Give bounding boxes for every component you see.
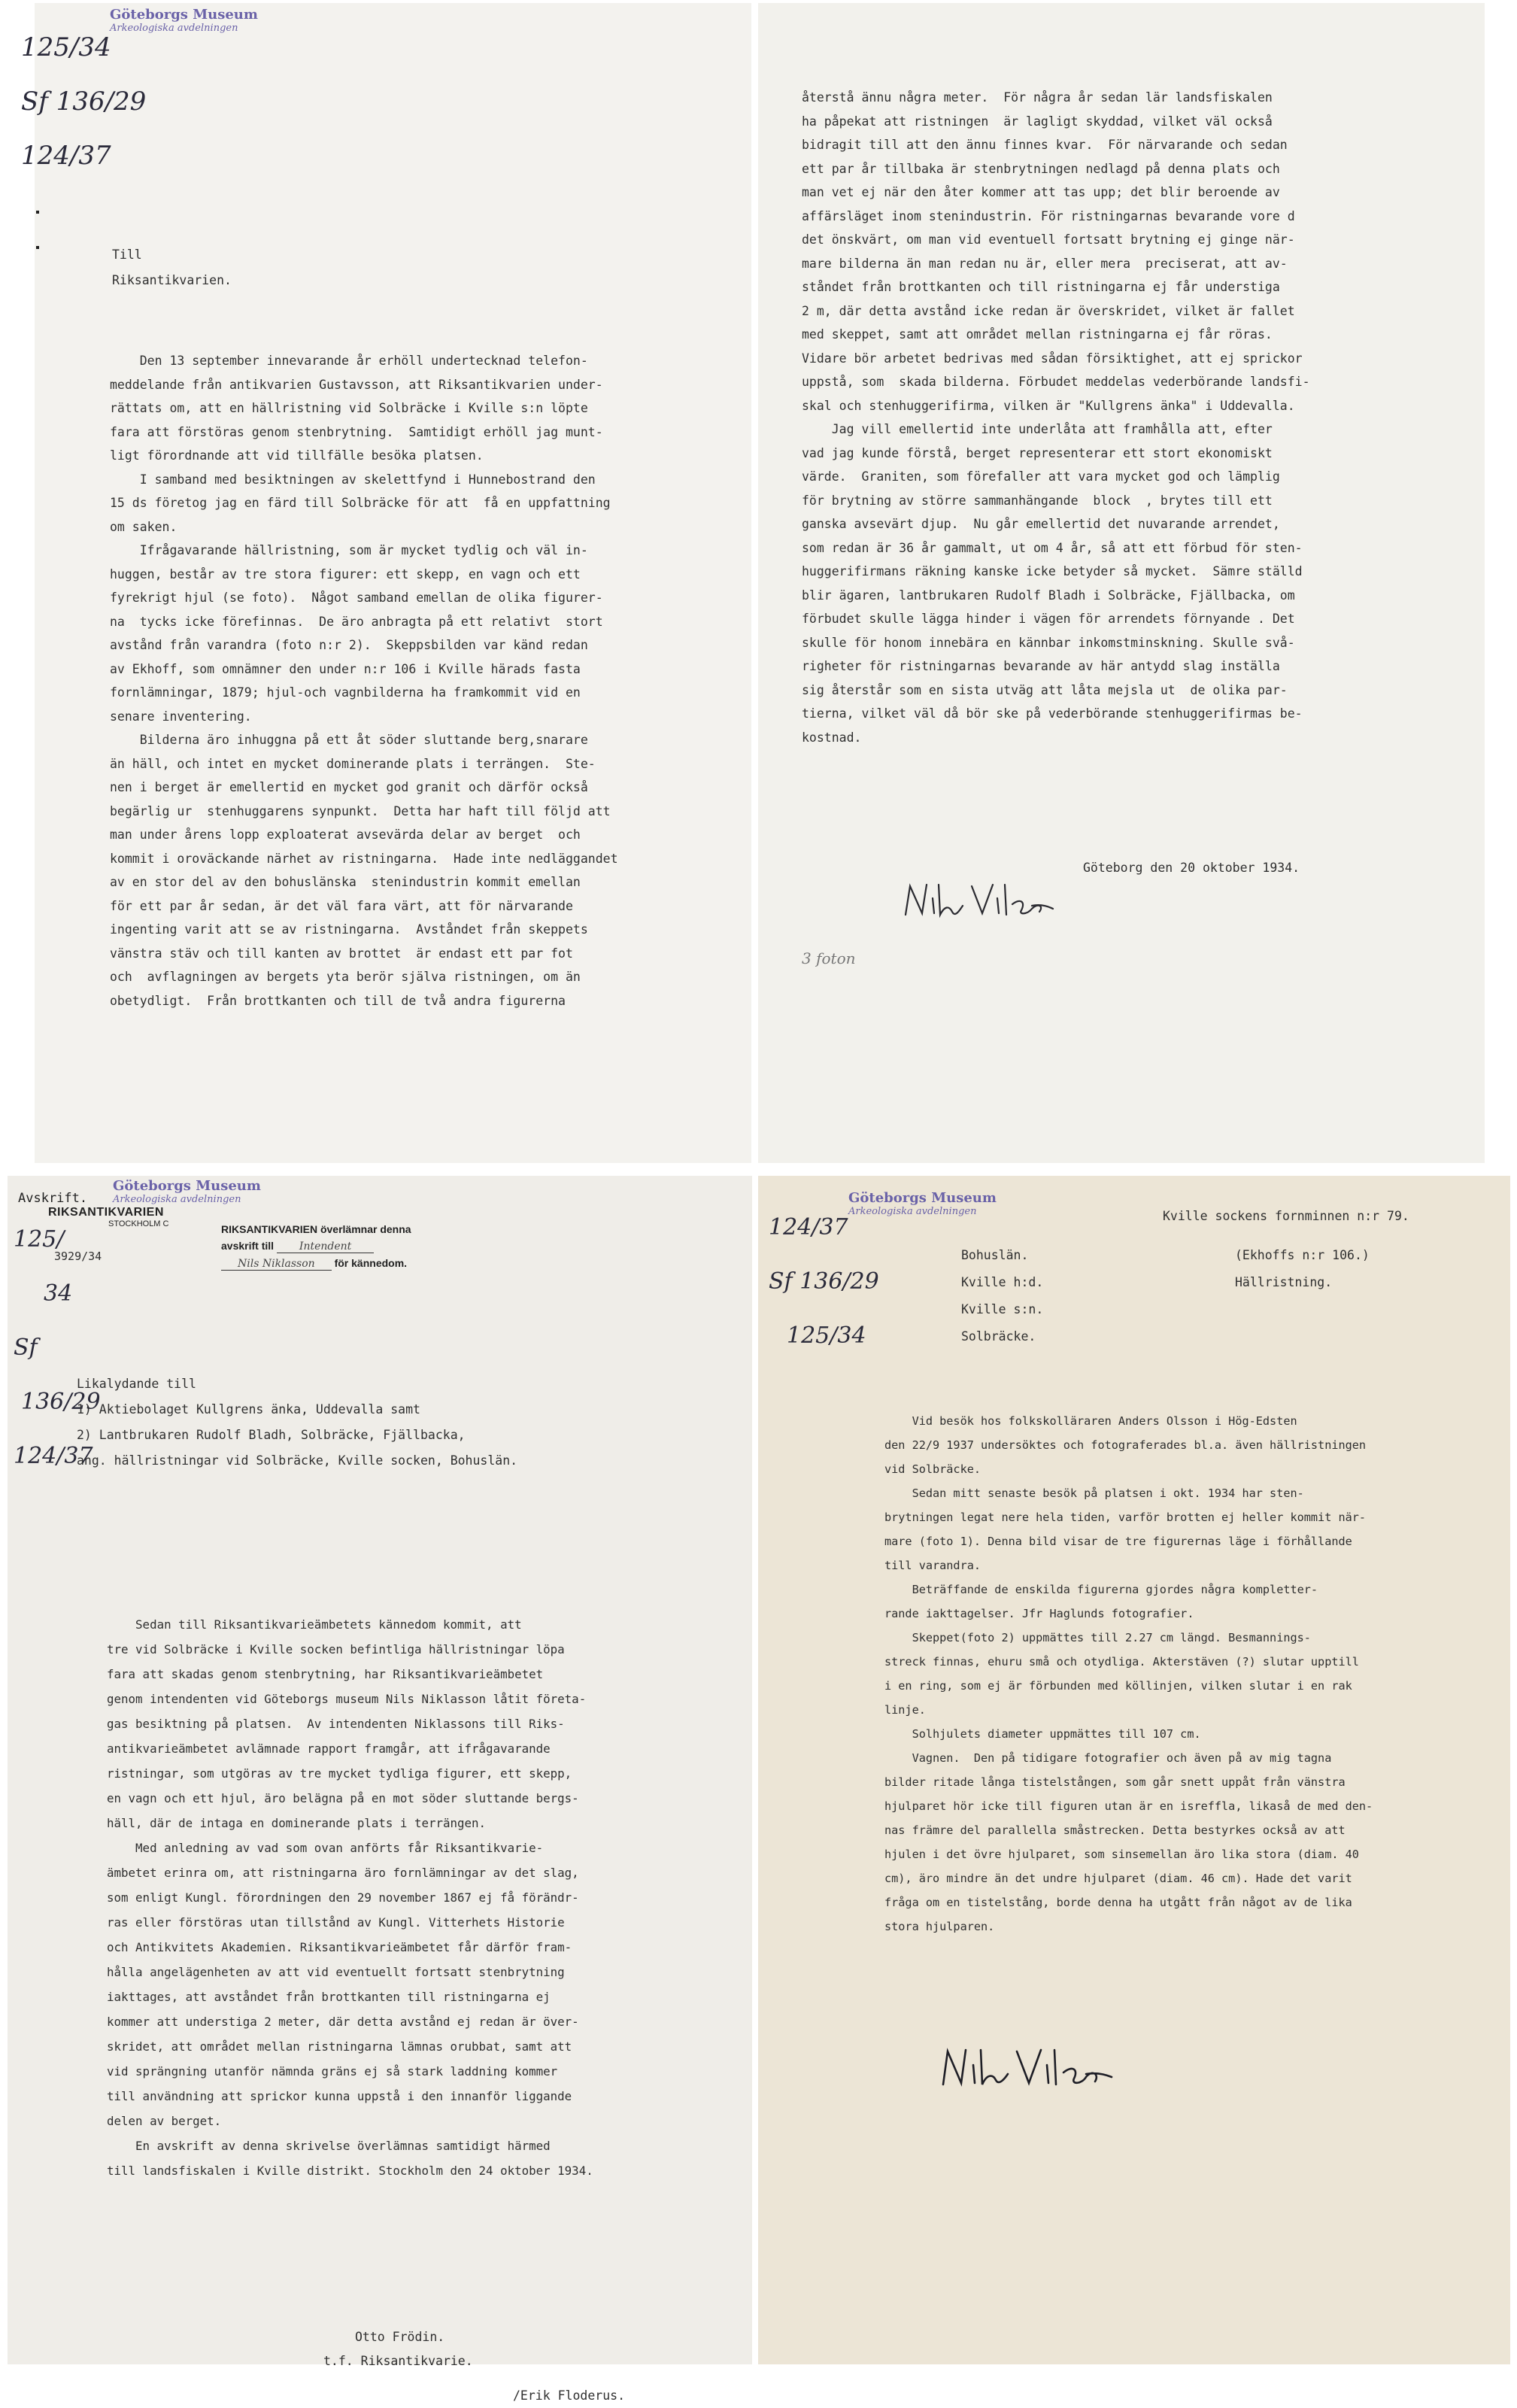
punch-mark xyxy=(36,246,39,249)
letter-page-1 xyxy=(21,3,751,1163)
stamp-title: Göteborgs Museum xyxy=(848,1190,997,1206)
signature-graphic xyxy=(936,2039,1116,2100)
ref-line: 124/37 xyxy=(769,1214,848,1240)
site-metadata: (Ekhoffs n:r 106.) Hällristning. xyxy=(1235,1248,1370,1289)
ref-line: 125/34 xyxy=(787,1322,866,1349)
letter-page-3 xyxy=(8,1176,752,2403)
report-body: Vid besök hos folkskolläraren Anders Olsson i Hög-Edsten den 22/9 1937 undersöktes och fotograferades bl.a. även hällristningen vid Solbräcke. Sedan mitt senaste besök på platsen i okt. 1934 har sten- brytningen legat nere hela tiden, varför brotten ej heller kommit när- mare (foto 1). Denna bild visar de tre figurernas läge i förhållande till varandra. Beträffande de enskilda figurerna gjordes några kompletter- rande iakttagelser. Jfr Haglunds fotografier. Skeppet(foto 2) uppmättes till 2.27 cm längd. Besmannings- streck finnas, ehuru små och otydliga. Akterstäven (?) slutar upptill i en ring, som ej är förbunden med köllinjen, vilken slutar i en rak linje. Solhjulets diameter uppmättes till 107 cm. Vagnen. Den på tidigare fotografier och även på av mig tagna bilder ritade långa tistelstången, som går snett uppåt från vänstra hjulparet hör icke till figuren utan är en isreffla, likaså de med den- nas främre del parallella småstrecken. Detta bestyrkes också av att hjulen i det övre hjulparet, som sinsemellan äro lika stora (diam. 40 cm), äro mindre än det undre hjulparet (diam. 46 cm). Hade det varit fråga om en tistelstång, borde denna ha utgått från något av de lika stora hjulparen. xyxy=(884,1414,1373,1933)
stamp-title: Göteborgs Museum xyxy=(113,1178,261,1194)
second-signatory: /Erik Floderus. xyxy=(513,2388,626,2403)
letter-page-2 xyxy=(758,3,1485,1163)
forwarding-recipient-name: Nils Niklasson xyxy=(221,1258,332,1271)
signature xyxy=(936,2039,1116,2103)
stamp-subtitle: Arkeologiska avdelningen xyxy=(848,1206,977,1217)
forwarding-line-3 xyxy=(221,1255,411,1272)
signatory-name: Otto Frödin. xyxy=(355,2330,445,2344)
punch-mark xyxy=(36,211,39,214)
ref-line: Sf xyxy=(14,1335,38,1361)
ref-line: 136/29 xyxy=(21,1389,101,1415)
signature-graphic xyxy=(900,876,1057,928)
archive-reference xyxy=(21,6,146,197)
ref-line: Sf 136/29 xyxy=(21,87,147,117)
museum-stamp xyxy=(110,8,258,34)
museum-stamp xyxy=(113,1179,261,1205)
organization-city: STOCKHOLM C xyxy=(108,1219,169,1228)
ref-line: 34 xyxy=(44,1280,73,1307)
stamp-title: Göteborgs Museum xyxy=(110,7,258,23)
copy-label: Avskrift. xyxy=(18,1191,88,1206)
ref-line: 124/37 xyxy=(21,141,111,171)
ref-line: 124/37 xyxy=(14,1443,93,1469)
report-page xyxy=(758,1176,1510,2364)
signature xyxy=(900,876,1057,931)
forwarding-line-1: RIKSANTIKVARIEN överlämnar denna xyxy=(221,1223,411,1235)
organization-name: RIKSANTIKVARIEN xyxy=(48,1206,164,1219)
letter-body: Den 13 september innevarande år erhöll undertecknad telefon- meddelande från antikvarien Gustavsson, att Riksantikvarien under- rättats om, att en hällristning vid Solbräcke i Kville s:n löpte fara att förstöras genom stenbrytning. Samtidigt erhöll jag munt- ligt förordnande att vid tillfälle besöka platsen. I samband med besiktningen av skelettfynd i Hunnebostrand den 15 ds företog jag en färd till Solbräcke för att få en uppfattning om saken. Ifrågavarande hällristning, som är mycket tydlig och väl in- huggen, består av tre stora figurer: ett skepp, en vagn och ett fyrekrigt hjul (se foto). Något samband emellan de olika figurer- na tycks icke förefinnas. De äro anbragta på ett relativt stort avstånd från varandra (foto n:r 2). Skeppsbilden var känd redan av Ekhoff, som omnämner den under n:r 106 i Kville härads fasta fornlämningar, 1879; hjul-och vagnbilderna ha framkommit vid en senare inventering. Bilderna äro inhuggna på ett åt söder sluttande berg,snarare än häll, och intet en mycket dominerande plats i terrängen. Ste- nen i berget är emellertid en mycket god granit och därför också begärlig ur stenhuggarens synpunkt. Detta har haft till följd att man under årens lopp exploaterat avsevärda delar av berget och kommit i oroväckande närhet av ristningarna. Hade inte nedläggandet av en stor del av den bohuslänska stenindustrin kommit emellan för ett par år sedan, är det väl fara värt, att för närvarande ingenting varit att se av ristningarna. Avståndet från skeppets vänstra stäv och till kanten av brottet är endast ett par fot och avflagningen av bergets yta berör själva ristningen, om än obetydligt. Från brottkanten och till de två andra figurerna xyxy=(110,354,618,1008)
site-location: Bohuslän. Kville h:d. Kville s:n. Solbräcke. xyxy=(961,1248,1044,1344)
letter-body-continued: återstå ännu några meter. För några år sedan lär landsfiskalen ha påpekat att ristningen är lagligt skyddad, vilket väl också bidragit till att den ännu finnes kvar. För närvarande och sedan ett par år tillbaka är stenbrytningen nedlagd på denna plats och man vet ej när den åter kommer att tas upp; det blir beroende av affärsläget inom stenindustrin. För ristningarnas bevarande vore d det önskvärt, om man vid eventuell fortsatt brytning ej ginge när- mare bilderna än man redan nu är, eller mera preciserat, att av- ståndet från brottkanten och till ristningarna ej får understiga 2 m, där detta avstånd icke redan är överskridet, vilket är fallet med skeppet, samt att området mellan ristningarna ej får röras. Vidare bör arbetet bedrivas med sådan försiktighet, att ej sprickor uppstå, som skada bilderna. Förbudet meddelas vederbörande landsfi- skal och stenhuggerifirma, vilken är "Kullgrens änka" i Uddevalla. Jag vill emellertid inte underlåta att framhålla att, efter vad jag kunde förstå, berget representerar ett stort ekonomiskt värde. Graniten, som förefaller att vara mycket god och lämplig för brytning av större sammanhängande block , brytes till ett ganska avsevärt djup. Nu går emellertid det nuvarande arrendet, som redan är 36 år gammalt, ut om 4 år, så att ett förbud för sten- huggerifirmans räkning kanske icke betyder så mycket. Sämre ställd blir ägaren, lantbrukaren Rudolf Bladh i Solbräcke, Fjällbacka, om förbudet skulle lägga hinder i vägen för arrendets förnyande . Det skulle för honom innebära en kännbar inkomstminskning. Skulle svå- righeter för ristningarnas bevarande av här antydd slag inställa sig återstår som en sista utväg att låta mejsla ut de olika par- tierna, vilket väl då bör ske på vederbörande stenhuggerifirmas be- kostnad. xyxy=(802,90,1310,745)
letter-dateline: Göteborg den 20 oktober 1934. xyxy=(1083,861,1300,875)
ref-line: Sf 136/29 xyxy=(769,1268,879,1295)
pencil-note: 3 foton xyxy=(802,949,856,967)
forwarding-suffix: för kännedom. xyxy=(334,1257,408,1269)
stamp-subtitle: Arkeologiska avdelningen xyxy=(110,23,238,34)
forwarding-line-2 xyxy=(221,1237,411,1255)
ref-line: 125/34 xyxy=(21,32,111,62)
diary-number: 3929/34 xyxy=(54,1250,102,1263)
report-title: Kville sockens fornminnen n:r 79. xyxy=(1163,1209,1409,1223)
letter-body: Sedan till Riksantikvarieämbetets kännedom kommit, att tre vid Solbräcke i Kville socken befintliga hällristningar löpa fara att skadas genom stenbrytning, har Riksantikvarieämbetet genom intendenten vid Göteborgs museum Nils Niklasson låtit företa- gas besiktning på platsen. Av intendenten Niklassons till Riks- antikvarieämbetet avlämnade rapport framgår, att ifrågavarande ristningar, som utgöras av tre mycket tydliga figurer, ett skepp, en vagn och ett hjul, äro belägna på en mot söder sluttande bergs- häll, där de intaga en dominerande plats i terrängen. Med anledning av vad som ovan anförts får Riksantikvarie- ämbetet erinra om, att ristningarna äro fornlämningar av det slag, som enligt Kungl. förordningen den 29 november 1867 ej få förändr- ras eller förstöras utan tillstånd av Kungl. Vitterhets Historie och Antikvitets Akademien. Riksantikvarieämbetet får därför fram- hålla angelägenheten av att vid eventuellt fortsatt stenbrytning iakttages, att avståndet från brottkanten till ristningarna ej kommer att understiga 2 meter, där detta avstånd ej redan är över- skridet, att området mellan ristningarna lämnas orubbat, samt att vid sprängning utanför nämnda gräns ej så stark laddning kommer till användning att sprickor kunna uppstå i den innanför liggande delen av berget. En avskrift av denna skrivelse överlämnas samtidigt härmed till landsfiskalen i Kville distrikt. Stockholm den 24 oktober 1934. xyxy=(107,1617,593,2178)
forwarding-recipient-title: Intendent xyxy=(277,1240,374,1253)
stamp-subtitle: Arkeologiska avdelningen xyxy=(113,1194,241,1205)
letter-recipients: Likalydande till 1) Aktiebolaget Kullgrens änka, Uddevalla samt 2) Lantbrukaren Rudolf Bladh, Solbräcke, Fjällbacka, ang. hällristningar vid Solbräcke, Kville socken, Bohuslän. xyxy=(77,1377,518,1468)
museum-stamp xyxy=(848,1191,997,1217)
letter-greeting: Till Riksantikvarien. xyxy=(112,247,232,287)
forwarding-prefix: avskrift till xyxy=(221,1240,275,1252)
signatory-title: t.f. Riksantikvarie. xyxy=(323,2354,473,2368)
forwarding-note xyxy=(221,1221,411,1272)
ref-line: 125/ xyxy=(14,1226,65,1253)
